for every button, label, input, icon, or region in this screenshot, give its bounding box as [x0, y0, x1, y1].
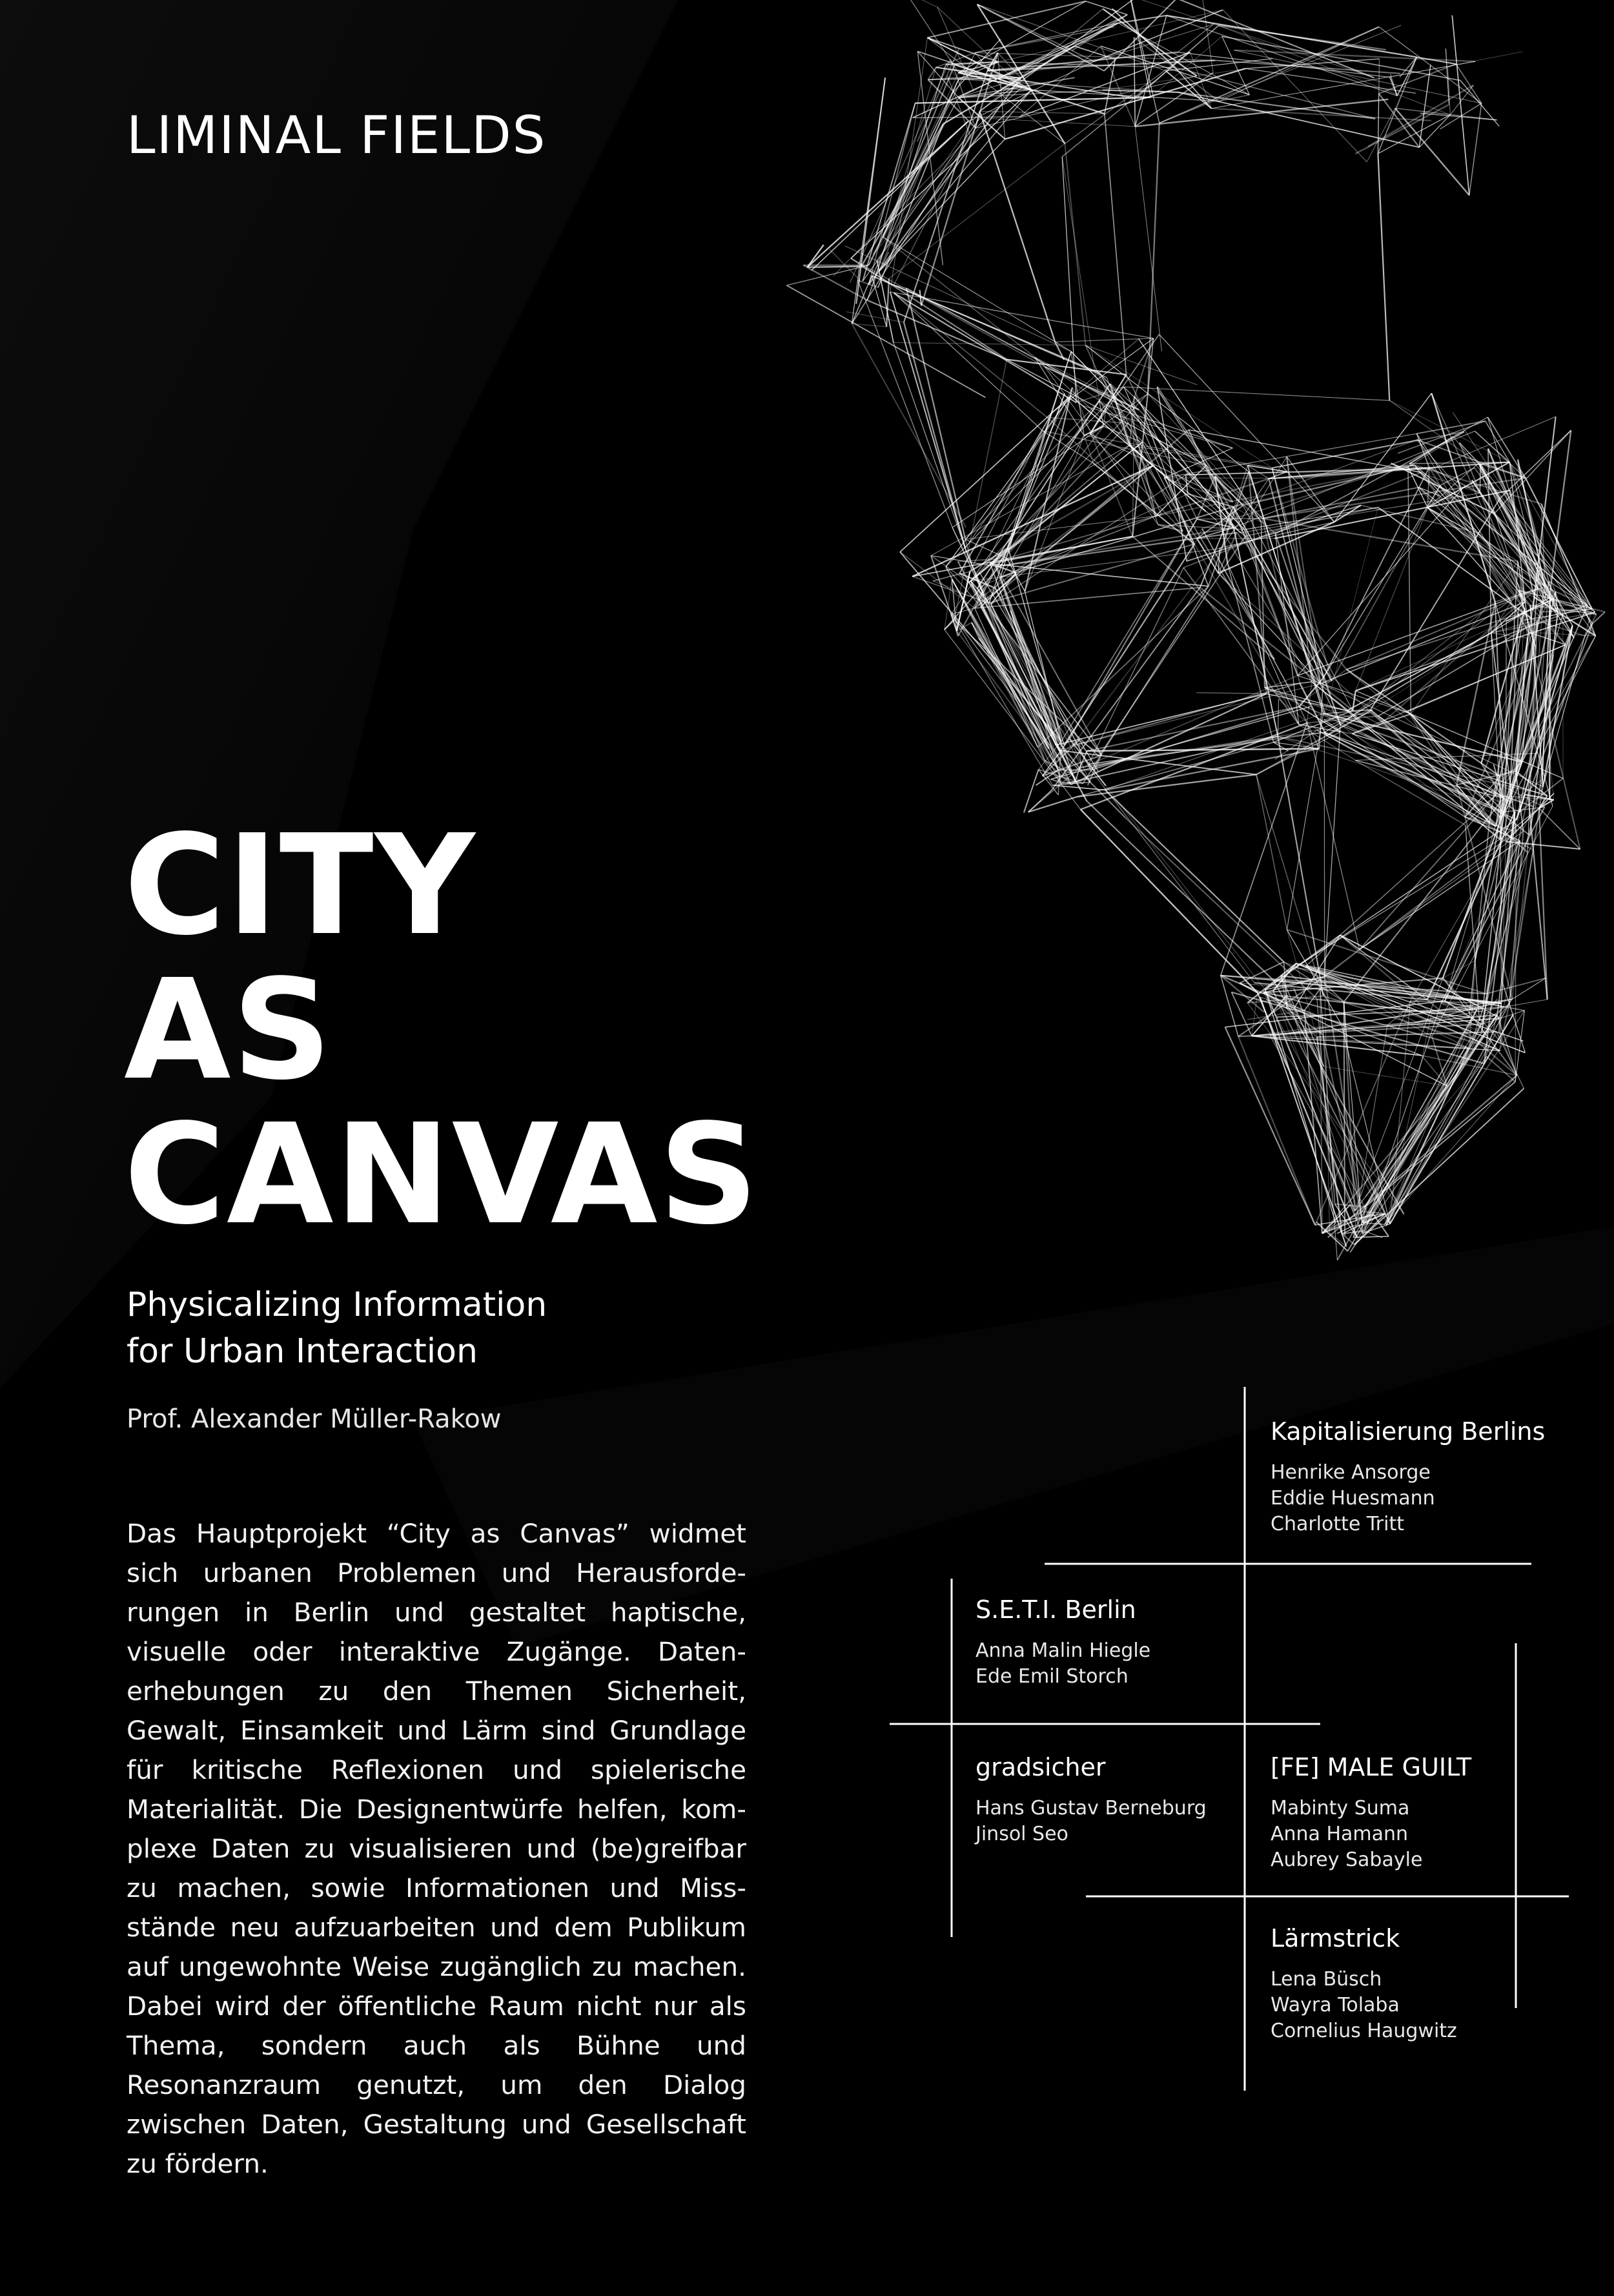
- project-member: Hans Gustav Berneburg: [976, 1797, 1207, 1819]
- subtitle-line-2: for Urban Interaction: [127, 1332, 478, 1371]
- project-member: Aubrey Sabayle: [1271, 1849, 1423, 1871]
- project-member: Lena Büsch: [1271, 1968, 1382, 1991]
- project-member: Henrike Ansorge: [1271, 1461, 1431, 1484]
- project-member: Anna Malin Hiegle: [976, 1639, 1151, 1662]
- project-seti: [976, 1594, 1150, 1690]
- series-title: LIMINAL FIELDS: [127, 105, 547, 165]
- project-member: Cornelius Haugwitz: [1271, 2020, 1457, 2042]
- professor-name: Prof. Alexander Müller-Rakow: [127, 1404, 502, 1434]
- project-laermstrick: [1271, 1923, 1457, 2044]
- project-male-guilt: [1271, 1752, 1471, 1873]
- project-title: [FE] MALE GUILT: [1271, 1753, 1472, 1781]
- project-title: gradsicher: [976, 1753, 1106, 1781]
- project-member: Wayra Tolaba: [1271, 1994, 1400, 2016]
- main-title-line-3: CANVAS: [124, 1094, 760, 1255]
- project-member: Charlotte Tritt: [1271, 1513, 1404, 1535]
- project-member: Anna Hamann: [1271, 1823, 1409, 1845]
- project-member: Mabinty Suma: [1271, 1797, 1410, 1819]
- description-paragraph: Das Hauptprojekt “City as Canvas” widmet sich urbanen Problemen und Herausforderungen in Berlin und gestaltet haptische, visuelle oder interaktive Zugänge. Datenerhebungen zu den Themen Sicherheit, Gewalt, Einsamkeit und Lärm sind Grundlage für kritische Reflexionen und spielerische Materialität. Die Designentwürfe helfen, komplexe Daten zu visualisieren und (be)greifbar zu machen, sowie Informationen und Missstände neu aufzuarbeiten und dem Publikum auf ungewohnte Weise zugänglich zu machen. Dabei wird der öffentliche Raum nicht nur als Thema, sondern auch als Bühne und Resonanzraum genutzt, um den Dialog zwischen Daten, Gestaltung und Gesellschaft zu fördern.: [127, 1518, 746, 2179]
- subtitle-line-1: Physicalizing Information: [127, 1286, 547, 1324]
- project-kapitalisierung: [1271, 1416, 1545, 1537]
- project-title: Kapitalisierung Berlins: [1271, 1417, 1546, 1446]
- project-member: Jinsol Seo: [976, 1823, 1068, 1845]
- main-title-line-1: CITY: [124, 805, 476, 966]
- main-title-line-2: AS: [124, 950, 333, 1111]
- project-member: Ede Emil Storch: [976, 1665, 1129, 1688]
- project-gradsicher: [976, 1752, 1207, 1847]
- project-title: S.E.T.I. Berlin: [976, 1595, 1136, 1624]
- project-member: Eddie Huesmann: [1271, 1487, 1435, 1510]
- project-title: Lärmstrick: [1271, 1924, 1400, 1953]
